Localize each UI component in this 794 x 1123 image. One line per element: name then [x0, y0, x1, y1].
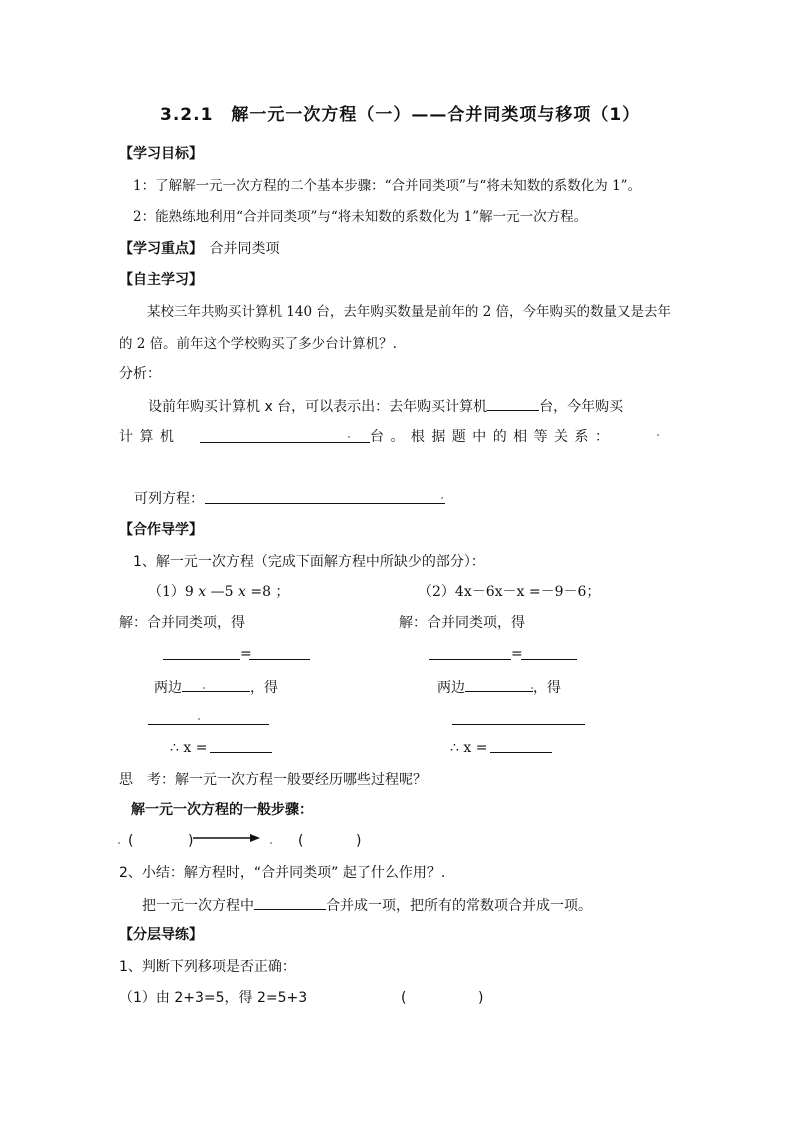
blank-left-result[interactable]	[148, 724, 269, 725]
step-1-open: (	[128, 833, 134, 849]
goals-heading: 【学习目标】	[119, 146, 203, 162]
solution-2-label: 解：合并同类项，得	[399, 615, 525, 631]
steps-heading: 解一元一次方程的一般步骤：	[131, 802, 313, 818]
blank-right-operation[interactable]	[465, 677, 533, 692]
summary-text: 把一元一次方程中	[142, 898, 254, 914]
blank-equation[interactable]	[205, 503, 445, 504]
step-2-close: )	[356, 833, 362, 849]
analysis-line-1-text: 设前年购买计算机 x 台，可以表示出：去年购买计算机	[148, 399, 488, 415]
practice-item-1: （1）由 2+3=5，得 2=5+3	[119, 990, 308, 1006]
problem-1	[148, 583, 289, 601]
question-2: 2、小结：解方程时，“合并同类项” 起了什么作用？.	[119, 865, 446, 881]
blank-right-lhs[interactable]	[429, 659, 511, 660]
speck	[198, 718, 200, 720]
equation-label: 可列方程：	[134, 491, 204, 507]
think-question: 思 考：解一元一次方程一般要经历哪些过程呢？	[119, 772, 427, 788]
blank-left-x[interactable]	[210, 752, 272, 753]
blank-left-rhs[interactable]	[249, 659, 310, 660]
speck	[270, 842, 272, 844]
therefore-right: ∴ x =	[450, 740, 488, 756]
focus-heading: 【学习重点】	[119, 241, 203, 257]
analysis-line-1	[148, 396, 623, 416]
speck	[657, 434, 659, 436]
step-2-open: (	[298, 833, 304, 849]
blank-right-rhs[interactable]	[521, 659, 577, 660]
both-sides-right	[437, 677, 561, 697]
problem-line-2: 的 2 倍。前年这个学校购买了多少台计算机？.	[119, 336, 397, 352]
summary-tail: 合并成一项，把所有的常数项合并成一项。	[326, 898, 592, 914]
analysis-line-2-tail: 台 。 根 据 题 中 的 相 等 关 系 ：	[370, 429, 610, 445]
page-title: 3.2.1 解一元一次方程（一）——合并同类项与移项（1）	[160, 105, 641, 125]
get-label: ，得	[533, 680, 561, 696]
analysis-label: 分析：	[119, 366, 161, 382]
problem-1-var: x	[237, 584, 246, 600]
arrow-right-icon	[192, 832, 262, 844]
equals-sign: =	[511, 646, 523, 662]
speck	[203, 687, 205, 689]
get-label: ，得	[250, 680, 278, 696]
blank-last-year[interactable]	[487, 396, 539, 411]
speck	[348, 436, 350, 438]
problem-2: （2）4x－6x－x =－9－6；	[418, 584, 601, 600]
practice-question-1: 1、判断下列移项是否正确：	[119, 959, 296, 975]
practice-item-1-paren-close: )	[478, 990, 484, 1006]
blank-right-x[interactable]	[490, 752, 552, 753]
both-sides-left	[154, 677, 278, 697]
blank-left-lhs[interactable]	[163, 659, 240, 660]
speck	[118, 842, 120, 844]
goal-item-2: 2：能熟练地利用“合并同类项”与“将未知数的系数化为 1”解一元一次方程。	[133, 209, 588, 225]
problem-1-var: x	[198, 584, 207, 600]
focus-text: 合并同类项	[209, 241, 280, 257]
analysis-line-1-tail: 台，今年购买	[539, 399, 624, 415]
solution-1-label: 解：合并同类项，得	[119, 615, 245, 631]
both-sides-label: 两边	[154, 680, 182, 696]
summary-line	[142, 895, 592, 915]
both-sides-label: 两边	[437, 680, 465, 696]
question-1: 1、解一元一次方程（完成下面解方程中所缺少的部分）：	[133, 554, 485, 570]
blank-right-result[interactable]	[452, 724, 585, 725]
blank-summary[interactable]	[254, 895, 326, 910]
speck	[531, 687, 533, 689]
blank-left-operation[interactable]	[182, 677, 250, 692]
equals-sign: =	[240, 646, 252, 662]
practice-heading: 【分层导练】	[119, 927, 203, 943]
goal-item-1: 1：了解解一元一次方程的二个基本步骤：“合并同类项”与“将未知数的系数化为 1”。	[133, 178, 642, 194]
therefore-left: ∴ x =	[170, 740, 208, 756]
cooperation-heading: 【合作导学】	[119, 522, 203, 538]
problem-line-1: 某校三年共购买计算机 140 台，去年购买数量是前年的 2 倍，今年购买的数量又是去年	[147, 304, 672, 320]
blank-this-year[interactable]	[200, 442, 370, 443]
problem-1-rhs: =8 ；	[245, 584, 290, 600]
practice-item-1-paren-open: (	[401, 990, 407, 1006]
analysis-line-2-label: 计 算 机	[119, 429, 175, 445]
speck	[441, 497, 443, 499]
step-1-close: )	[188, 833, 194, 849]
problem-1-mid: —5	[206, 584, 238, 600]
self-study-heading: 【自主学习】	[119, 272, 203, 288]
focus-row	[119, 240, 279, 258]
problem-1-coef: （1）9	[148, 584, 199, 600]
